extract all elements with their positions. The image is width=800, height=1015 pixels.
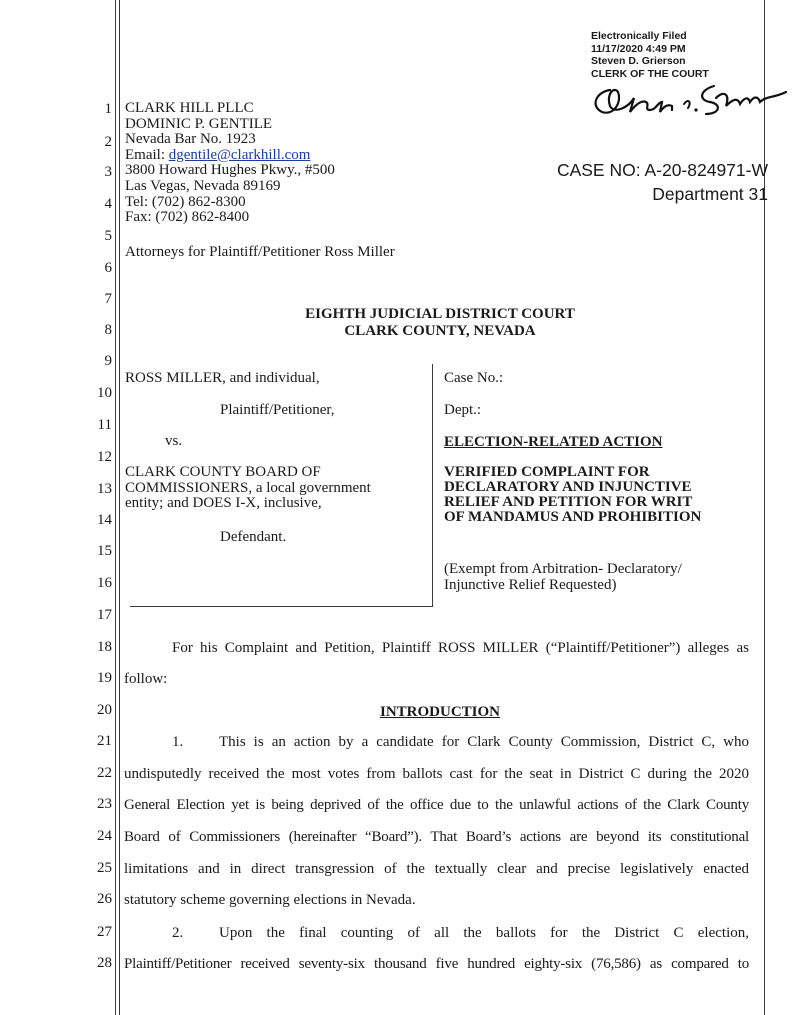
clerk-title: CLERK OF THE COURT bbox=[591, 67, 709, 80]
line-number: 13 bbox=[97, 481, 112, 497]
line-number: 6 bbox=[104, 260, 112, 276]
line-number: 17 bbox=[97, 607, 112, 623]
defendant-role: Defendant. bbox=[220, 529, 287, 545]
line-number: 1 bbox=[104, 101, 112, 117]
caption-bracket-bottom bbox=[130, 606, 433, 607]
exemption-note bbox=[444, 562, 682, 593]
body-line-18: For his Complaint and Petition, Plaintiff ROSS MILLER (“Plaintiff/Petitioner”) alleges as bbox=[172, 640, 749, 656]
body-line-19: follow: bbox=[124, 671, 168, 687]
body-line-26: statutory scheme governing elections in Nevada. bbox=[124, 892, 416, 908]
body-line-27: Upon the final counting of all the ballots for the District C election, bbox=[219, 925, 749, 941]
attorney-name: DOMINIC P. GENTILE bbox=[125, 115, 273, 132]
line-number: 18 bbox=[97, 639, 112, 655]
dept-label: Dept.: bbox=[444, 402, 482, 418]
line-number: 15 bbox=[97, 543, 112, 559]
case-number-stamp: CASE NO: A-20-824971-W bbox=[556, 160, 768, 180]
versus: vs. bbox=[165, 433, 183, 449]
line-number: 8 bbox=[104, 322, 112, 338]
defendant-line-2: COMMISSIONERS, a local government bbox=[125, 479, 371, 496]
plaintiff-name: ROSS MILLER, and individual, bbox=[125, 370, 320, 386]
left-margin-rule-outer bbox=[115, 0, 116, 1015]
line-number: 10 bbox=[97, 385, 112, 401]
line-number: 12 bbox=[97, 449, 112, 465]
telephone: Tel: (702) 862-8300 bbox=[125, 193, 246, 210]
line-number: 14 bbox=[97, 512, 112, 528]
document-title bbox=[444, 465, 701, 525]
body-line-23: General Election yet is being deprived of the office due to the unlawful actions of the Clark County bbox=[124, 797, 749, 813]
fax: Fax: (702) 862-8400 bbox=[125, 209, 250, 226]
line-number: 22 bbox=[97, 765, 112, 781]
clerk-name: Steven D. Grierson bbox=[591, 55, 686, 67]
line-number: 9 bbox=[104, 353, 112, 369]
line-number: 20 bbox=[97, 702, 112, 718]
department-stamp: Department 31 bbox=[652, 184, 768, 204]
action-type: ELECTION-RELATED ACTION bbox=[444, 434, 663, 450]
line-number: 23 bbox=[97, 796, 112, 812]
line-number: 16 bbox=[97, 575, 112, 591]
exemption-line-1: (Exempt from Arbitration- Declaratory/ bbox=[444, 561, 682, 577]
defendant-line-3: entity; and DOES I-X, inclusive, bbox=[125, 495, 322, 512]
line-number: 2 bbox=[104, 134, 112, 150]
paragraph-2-number: 2. bbox=[172, 925, 184, 941]
filing-stamp bbox=[591, 30, 709, 80]
caption-bracket-vertical bbox=[432, 364, 433, 607]
line-number: 27 bbox=[97, 924, 112, 940]
document-title-line-1: VERIFIED COMPLAINT FOR bbox=[444, 464, 650, 480]
plaintiff-role: Plaintiff/Petitioner, bbox=[220, 402, 335, 418]
counsel-block bbox=[125, 101, 335, 226]
line-number: 24 bbox=[97, 828, 112, 844]
attorneys-for: Attorneys for Plaintiff/Petitioner Ross Miller bbox=[125, 244, 395, 260]
line-number: 4 bbox=[104, 196, 112, 212]
email-link[interactable]: dgentile@clarkhill.com bbox=[168, 146, 311, 163]
body-line-25: limitations and in direct transgression of the textually clear and precise legislatively enacted bbox=[124, 861, 749, 877]
filing-timestamp: 11/17/2020 4:49 PM bbox=[591, 42, 686, 55]
email-label: Email: bbox=[125, 146, 169, 163]
court-county: CLARK COUNTY, NEVADA bbox=[344, 323, 536, 339]
line-number: 11 bbox=[97, 417, 112, 433]
case-no-label: Case No.: bbox=[444, 370, 504, 386]
line-number: 25 bbox=[97, 860, 112, 876]
body-line-22: undisputedly received the most votes from ballots cast for the seat in District C during the 2020 bbox=[124, 766, 749, 782]
filing-status: Electronically Filed bbox=[591, 30, 687, 42]
line-number: 5 bbox=[104, 228, 112, 244]
line-number: 7 bbox=[104, 291, 112, 307]
document-title-line-3: RELIEF AND PETITION FOR WRIT bbox=[444, 494, 693, 510]
line-number: 19 bbox=[97, 670, 112, 686]
exemption-line-2: Injunctive Relief Requested) bbox=[444, 576, 617, 593]
defendant-line-1: CLARK COUNTY BOARD OF bbox=[125, 464, 321, 480]
court-name: EIGHTH JUDICIAL DISTRICT COURT bbox=[305, 306, 575, 322]
body-line-28: Plaintiff/Petitioner received seventy-six thousand five hundred eighty-six (76,586) as compared to bbox=[124, 956, 749, 972]
document-title-line-2: DECLARATORY AND INJUNCTIVE bbox=[444, 479, 692, 495]
address-line-1: 3800 Howard Hughes Pkwy., #500 bbox=[125, 162, 335, 179]
firm-name: CLARK HILL PLLC bbox=[125, 100, 254, 116]
section-heading: INTRODUCTION bbox=[379, 704, 500, 720]
bar-number: Nevada Bar No. 1923 bbox=[125, 131, 256, 148]
email-line bbox=[125, 148, 335, 164]
clerk-signature-icon bbox=[588, 76, 788, 120]
line-number: 26 bbox=[97, 891, 112, 907]
right-margin-rule bbox=[764, 0, 765, 1015]
line-number: 28 bbox=[97, 955, 112, 971]
body-line-24: Board of Commissioners (hereinafter “Board”). That Board’s actions are beyond its constitutional bbox=[124, 829, 749, 845]
body-line-21: This is an action by a candidate for Clark County Commission, District C, who bbox=[219, 734, 749, 750]
line-number: 21 bbox=[97, 733, 112, 749]
document-title-line-4: OF MANDAMUS AND PROHIBITION bbox=[444, 509, 702, 525]
address-line-2: Las Vegas, Nevada 89169 bbox=[125, 177, 281, 194]
paragraph-1-number: 1. bbox=[172, 734, 184, 750]
defendant-block bbox=[125, 465, 371, 512]
line-number: 3 bbox=[104, 164, 112, 180]
left-margin-rule-inner bbox=[119, 0, 120, 1015]
